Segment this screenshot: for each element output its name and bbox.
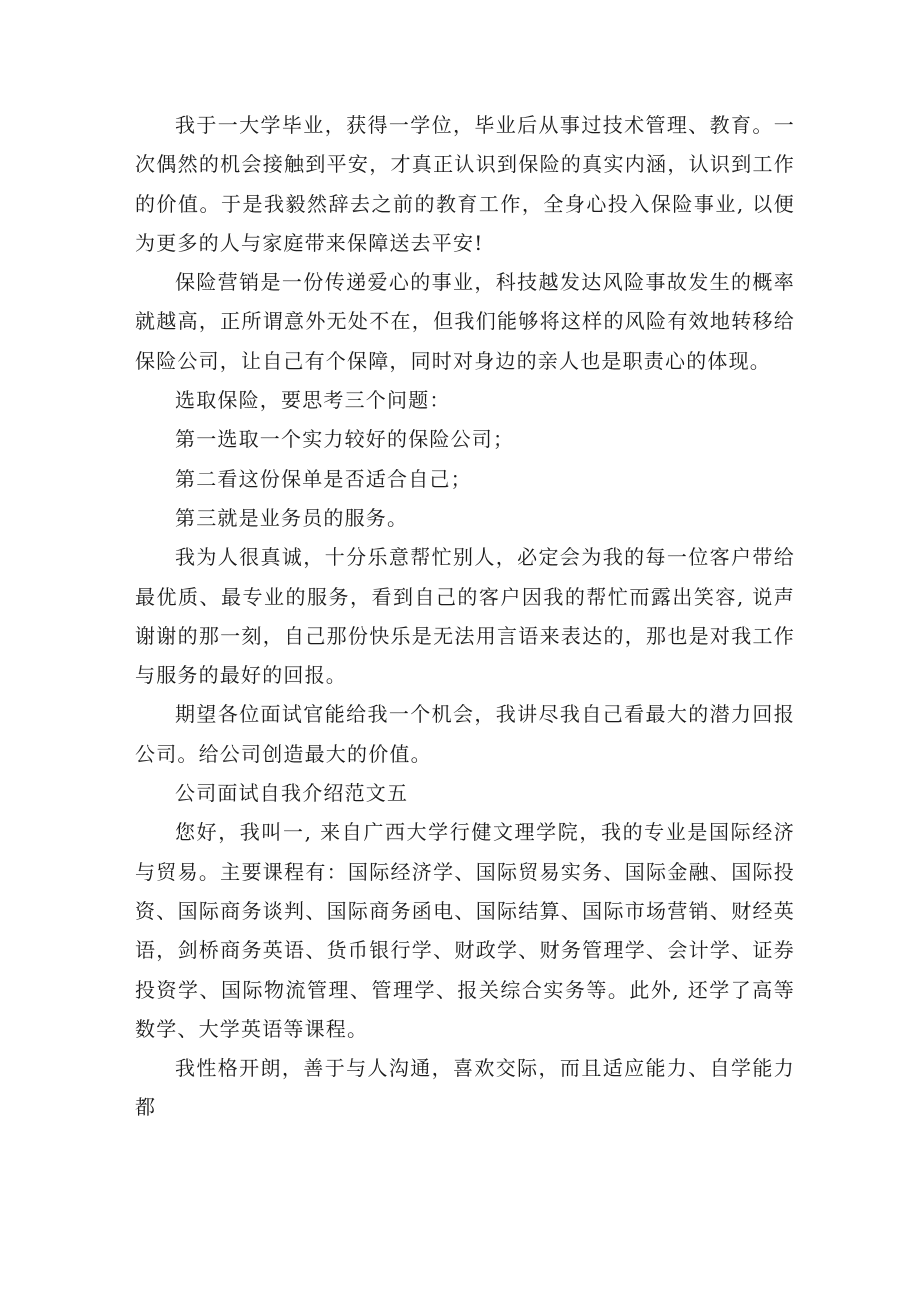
paragraph-question-two: 第二看这份保单是否适合自己；	[175, 466, 472, 491]
paragraph-question-one: 第一选取一个实力较好的保险公司；	[175, 427, 515, 452]
document-body	[135, 106, 795, 1128]
paragraph-background: 您好，我叫一, 来自广西大学行健文理学院，我的专业是国际经济与贸易。主要课程有：国际经济学、国际贸易实务、国际金融、国际投资、国际商务谈判、国际商务函电、国际结算、国际市场营销、财经英语，剑桥商务英语、货币银行学、财政学、财务管理学、会计学、证券投资学、国际物流管理、管理学、报关综合实务等。此外, 还学了高等数学、大学英语等课程。	[135, 820, 795, 1041]
paragraph-three-questions: 选取保险，要思考三个问题：	[175, 388, 451, 413]
section-heading: 公司面试自我介绍范文五	[175, 781, 409, 806]
paragraph-personality: 我性格开朗，善于与人沟通，喜欢交际，而且适应能力、自学能力都	[135, 1056, 795, 1120]
paragraph-insurance-marketing: 保险营销是一份传递爱心的事业，科技越发达风险事故发生的概率就越高，正所谓意外无处不在，但我们能够将这样的风险有效地转移给保险公司，让自己有个保障，同时对身边的亲人也是职责心的体现。	[135, 270, 795, 373]
paragraph-intro: 我于一大学毕业，获得一学位，毕业后从事过技术管理、教育。一次偶然的机会接触到平安，才真正认识到保险的真实内涵，认识到工作的价值。于是我毅然辞去之前的教育工作，全身心投入保险事业, 以便为更多的人与家庭带来保障送去平安!	[135, 113, 795, 255]
paragraph-question-three: 第三就是业务员的服务。	[175, 505, 409, 530]
paragraph-hope: 期望各位面试官能给我一个机会，我讲尽我自己看最大的潜力回报公司。给公司创造最大的价值。	[135, 702, 795, 766]
paragraph-sincerity: 我为人很真诚，十分乐意帮忙别人，必定会为我的每一位客户带给最优质、最专业的服务，看到自己的客户因我的帮忙而露出笑容, 说声谢谢的那一刻，自己那份快乐是无法用言语来表达的，那也是对我工作与服务的最好的回报。	[135, 545, 795, 688]
